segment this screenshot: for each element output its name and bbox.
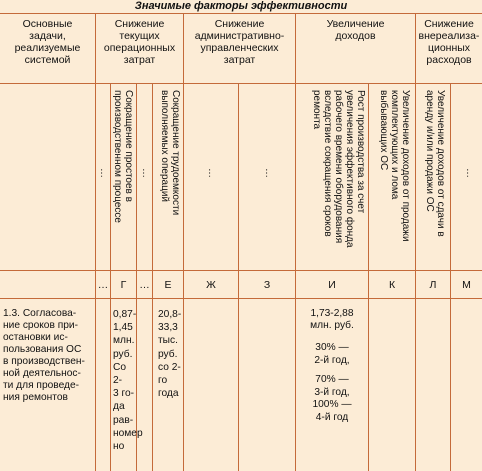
col-divider-2 [110, 83, 111, 471]
letter-k: К [388, 279, 396, 291]
col-divider-1 [95, 13, 96, 471]
header-current-costs: Снижение текущих операционных затрат [103, 18, 176, 66]
letter-dots-2: … [139, 279, 150, 291]
letter-e: Е [164, 279, 172, 291]
subheader-e: Сокращение трудоемкости выполняемых операций [159, 90, 181, 216]
subheader-dots-1: … [98, 168, 109, 178]
value-i: 1,73-2,88 млн. руб. [310, 308, 354, 331]
subheader-bottom-line [0, 270, 482, 271]
subheader-dots-4: … [263, 168, 274, 178]
table-title: Значимые факторы эффективности [134, 0, 348, 12]
letter-m: М [462, 279, 471, 291]
top-border [0, 13, 482, 14]
header-admin-costs: Снижение административно- управленческих затрат [194, 18, 285, 66]
header-income-increase: Увеличение доходов [326, 18, 385, 42]
col-divider-4 [152, 83, 153, 471]
value-e: 20,8- 33,3 тыс. руб. со 2- го года [158, 309, 182, 400]
subheader-dots-3: … [206, 168, 217, 178]
subheader-l: Увеличение доходов от сдачи в аренду и/или продажи ОС [424, 90, 446, 237]
letter-g: Г [120, 279, 127, 291]
letter-dots-1: … [97, 279, 109, 291]
subheader-k: Увеличение доходов от продажи комплектующих и лома выбывающих ОС [378, 90, 411, 242]
col-divider-8 [368, 83, 369, 471]
schedule-i: 30% — 2-й год, 70% — 3-й год, 100% — 4-й год [312, 342, 352, 423]
letter-l: Л [429, 279, 437, 291]
header-nonsales-costs: Снижение внереализа- ционных расходов [418, 18, 480, 66]
subheader-dots-2: … [140, 168, 151, 178]
letter-z: З [263, 279, 271, 291]
col-divider-10 [450, 83, 451, 471]
header-main-tasks: Основные задачи, реализуемые системой [14, 18, 81, 66]
value-g: 0,87- 1,45 млн. руб. Со 2- 3 го- да рав- номер но [113, 309, 143, 453]
subheader-g: Сокращение простоев в производственном процессе [112, 90, 134, 223]
col-divider-9 [415, 13, 416, 471]
letters-bottom-line [0, 298, 482, 299]
col-divider-6 [238, 83, 239, 471]
task-description: 1.3. Согласова- ние сроков при- остановки ис- пользования ОС в производствен- ной деятельнос- ти для проведе- ния ремонтов [3, 308, 85, 403]
letter-zh: Ж [206, 279, 216, 291]
header-bottom-line [0, 83, 482, 84]
letter-i: И [328, 279, 336, 291]
subheader-i: Рост производства за счет увеличения эффективного фонда рабочего времени оборудования вследствие сокращения сроков ремонта [311, 90, 366, 248]
col-divider-5 [183, 13, 184, 471]
subheader-dots-5: … [464, 168, 475, 178]
